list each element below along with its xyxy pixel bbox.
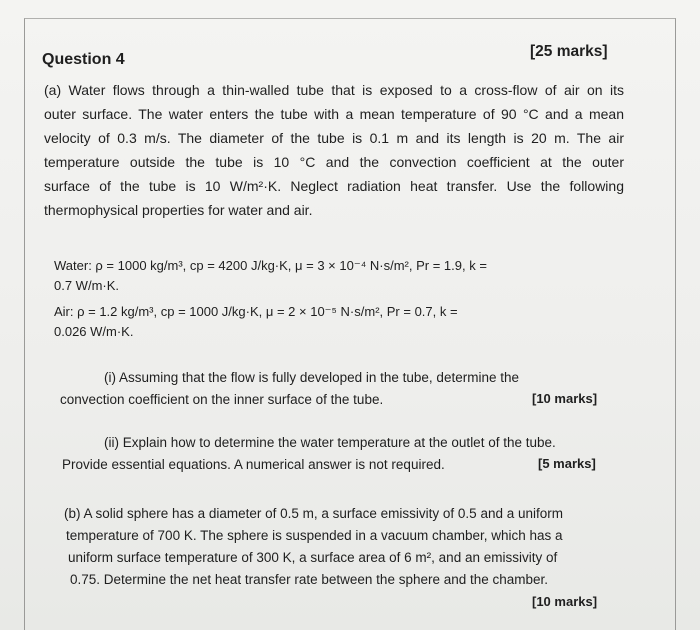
- part-a-line: outer surface. The water enters the tube with a mean temperature of 90 °C and a mean: [44, 106, 624, 122]
- part-a-ii-marks: [5 marks]: [538, 456, 596, 471]
- air-properties-line1: Air: ρ = 1.2 kg/m³, cp = 1000 J/kg·K, μ = 2 × 10⁻⁵ N·s/m², Pr = 0.7, k =: [54, 304, 458, 319]
- water-properties-line2: 0.7 W/m·K.: [54, 278, 120, 293]
- part-a-ii-line2: Provide essential equations. A numerical answer is not required.: [62, 457, 445, 472]
- part-b-line: 0.75. Determine the net heat transfer rate between the sphere and the chamber.: [70, 572, 549, 587]
- part-a-i-line2: convection coefficient on the inner surface of the tube.: [60, 392, 384, 407]
- part-a-line: surface of the tube is 10 W/m²·K. Neglect radiation heat transfer. Use the following: [44, 178, 624, 194]
- part-a-line: temperature outside the tube is 10 °C and the convection coefficient at the outer: [44, 154, 624, 170]
- part-b-line: uniform surface temperature of 300 K, a surface area of 6 m², and an emissivity of: [68, 550, 558, 565]
- part-b-line: (b) A solid sphere has a diameter of 0.5 m, a surface emissivity of 0.5 and a uniform: [64, 506, 563, 521]
- part-b-line: temperature of 700 K. The sphere is suspended in a vacuum chamber, which has a: [66, 528, 563, 543]
- total-marks: [25 marks]: [530, 43, 608, 60]
- part-a-line: thermophysical properties for water and air.: [44, 202, 313, 218]
- water-properties-line1: Water: ρ = 1000 kg/m³, cp = 4200 J/kg·K, μ = 3 × 10⁻⁴ N·s/m², Pr = 1.9, k =: [54, 258, 487, 273]
- air-properties-line2: 0.026 W/m·K.: [54, 324, 134, 339]
- part-b-marks: [10 marks]: [532, 594, 598, 609]
- part-a-i-marks: [10 marks]: [532, 391, 598, 406]
- part-a-paragraph: [44, 78, 624, 222]
- question-title: Question 4: [42, 51, 125, 68]
- part-a-i-line1: (i) Assuming that the flow is fully developed in the tube, determine the: [104, 370, 519, 385]
- part-a-line: (a) Water flows through a thin-walled tube that is exposed to a cross-flow of air on its: [44, 82, 624, 98]
- part-a-ii-line1: (ii) Explain how to determine the water temperature at the outlet of the tube.: [104, 435, 556, 450]
- part-a-line: velocity of 0.3 m/s. The diameter of the tube is 0.1 m and its length is 20 m. The air: [44, 130, 624, 146]
